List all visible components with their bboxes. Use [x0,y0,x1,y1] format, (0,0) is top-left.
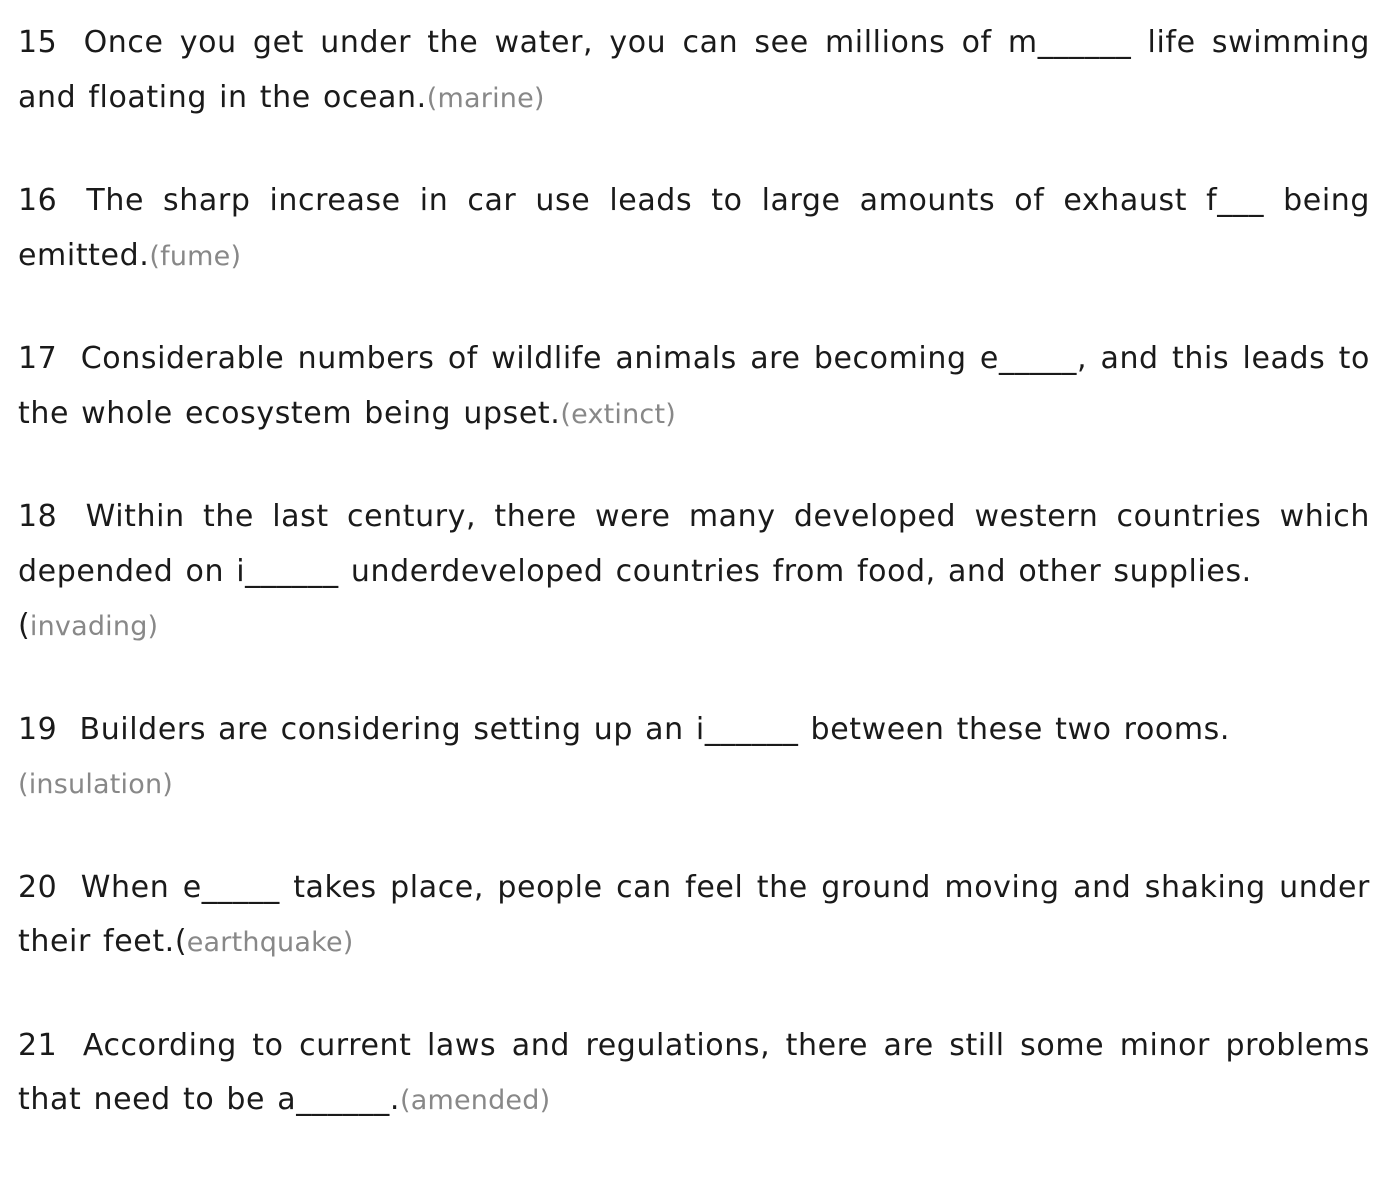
question-17 [18,332,1370,442]
question-18 [18,490,1370,655]
question-number: 21 [18,1027,58,1063]
answer-hint: earthquake) [186,927,354,958]
answer-hint: insulation) [28,769,174,800]
open-paren: ( [149,240,161,272]
open-paren: ( [18,608,30,643]
question-text: Builders are considering setting up an i______ between these two rooms. [79,711,1231,747]
answer-hint: fume) [160,240,242,272]
open-paren: ( [426,82,438,114]
open-paren: ( [18,769,29,800]
answer-hint: amended) [410,1085,551,1116]
answer-hint: marine) [437,82,545,114]
question-19 [18,703,1370,813]
question-text: When e_____ takes place, people can feel the ground moving and shaking under their feet. [18,869,1370,959]
question-number: 20 [18,869,58,905]
question-number: 16 [18,183,58,218]
question-number: 18 [18,499,58,534]
question-16 [18,174,1370,284]
question-text: According to current laws and regulations, there are still some minor problems that need to be a______. [18,1027,1370,1117]
question-21 [18,1019,1370,1129]
open-paren: ( [560,398,572,430]
question-text: Once you get under the water, you can see millions of m______ life swimming and floating in the ocean. [18,25,1370,115]
open-paren: ( [174,924,187,959]
question-text: The sharp increase in car use leads to large amounts of exhaust f___ being emitted. [18,183,1371,273]
answer-hint: invading) [29,611,159,642]
question-number: 17 [18,341,58,376]
question-number: 19 [18,711,58,747]
question-15 [18,16,1370,126]
exercise-list [18,16,1370,1177]
question-number: 15 [18,25,58,60]
answer-hint: extinct) [571,398,676,430]
question-text: Within the last century, there were many developed western countries which depended on i______ underdeveloped countries from food, and other supplies. [18,499,1370,589]
open-paren: ( [399,1085,411,1116]
question-20 [18,861,1370,971]
question-text: Considerable numbers of wildlife animals are becoming e_____, and this leads to the whole ecosystem being upset. [18,341,1371,431]
